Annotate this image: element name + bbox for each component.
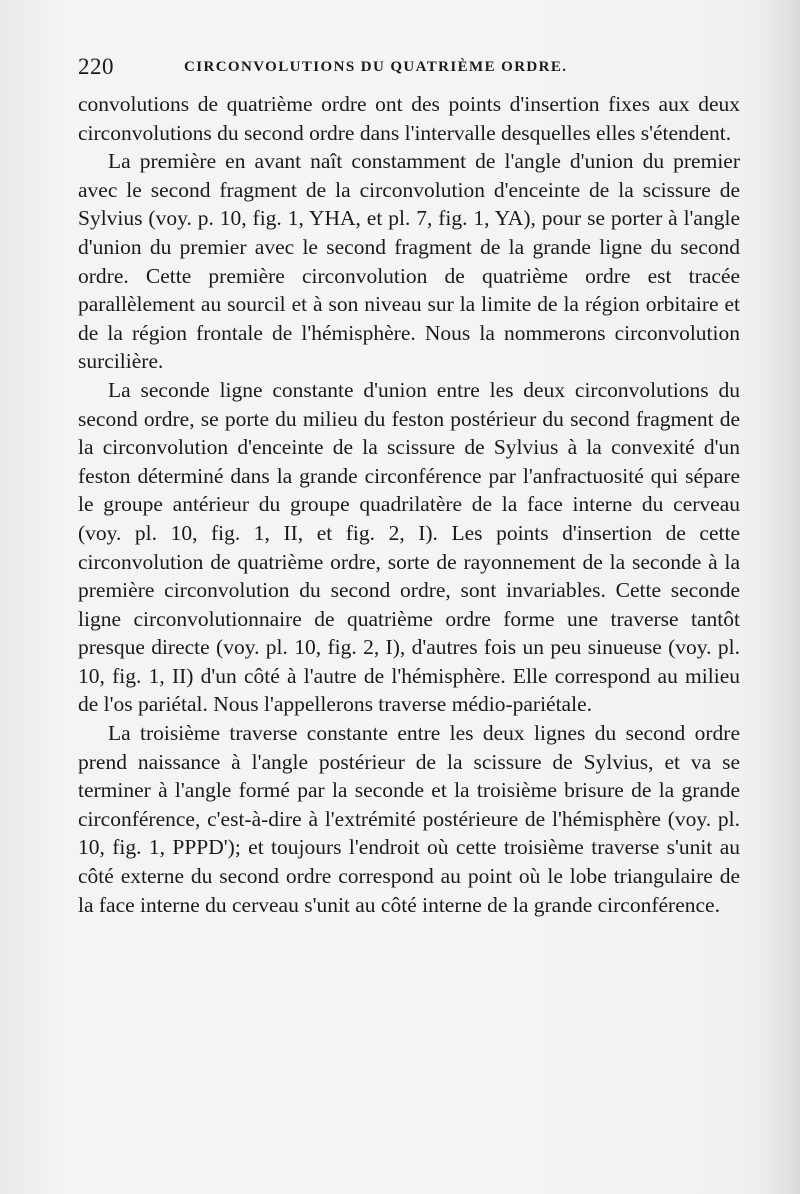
body-text	[78, 90, 740, 919]
paragraph-continuation: convolutions de quatrième ordre ont des points d'insertion fixes aux deux circonvolutions du second ordre dans l'intervalle desquelles elles s'étendent.	[78, 92, 740, 145]
page-header	[78, 54, 728, 84]
page-edge-shadow	[766, 0, 800, 1194]
paragraph-seconde-ligne: La seconde ligne constante d'union entre les deux circonvolutions du second ordre, se porte du milieu du feston postérieur du second fragment de la circonvolution d'enceinte de la scissure de Sylvius à la convexité d'un feston déterminé dans la grande circonférence par l'anfractuosité qui sépare le groupe antérieur du groupe quadrilatère de la face interne du cerveau (voy. pl. 10, fig. 1, II, et fig. 2, I). Les points d'insertion de cette circonvolution de quatrième ordre, sorte de rayonnement de la seconde à la première circonvolution du second ordre, sont invariables. Cette seconde ligne circonvolutionnaire de quatrième ordre forme une traverse tantôt presque directe (voy. pl. 10, fig. 2, I), d'autres fois un peu sinueuse (voy. pl. 10, fig. 1, II) d'un côté à l'autre de l'hémisphère. Elle correspond au milieu de l'os pariétal. Nous l'appellerons traverse médio-pariétale.	[78, 377, 740, 717]
paragraph-troisieme-traverse: La troisième traverse constante entre les deux lignes du second ordre prend naissance à l'angle postérieur de la scissure de Sylvius, et va se terminer à l'angle formé par la seconde et la troisième brisure de la grande circonférence, c'est-à-dire à l'extrémité postérieure de l'hémisphère (voy. pl. 10, fig. 1, PPPD'); et toujours l'endroit où cette troisième traverse s'unit au côté externe du second ordre correspond au point où le lobe triangulaire de la face interne du cerveau s'unit au côté interne de la grande circonférence.	[78, 721, 740, 917]
paragraph-premiere-circonvolution: La première en avant naît constamment de l'angle d'union du premier avec le second fragment de la circonvolution d'enceinte de la scissure de Sylvius (voy. p. 10, fig. 1, YHA, et pl. 7, fig. 1, YA), pour se porter à l'angle d'union du premier avec le second fragment de la grande ligne du second ordre. Cette première circonvolution de quatrième ordre est tracée parallèlement au sourcil et à son niveau sur la limite de la région orbitaire et de la région frontale de l'hémisphère. Nous la nommerons circonvolution surcilière.	[78, 149, 740, 374]
page-number: 220	[78, 54, 114, 79]
running-title: CIRCONVOLUTIONS DU QUATRIÈME ORDRE.	[184, 59, 568, 75]
